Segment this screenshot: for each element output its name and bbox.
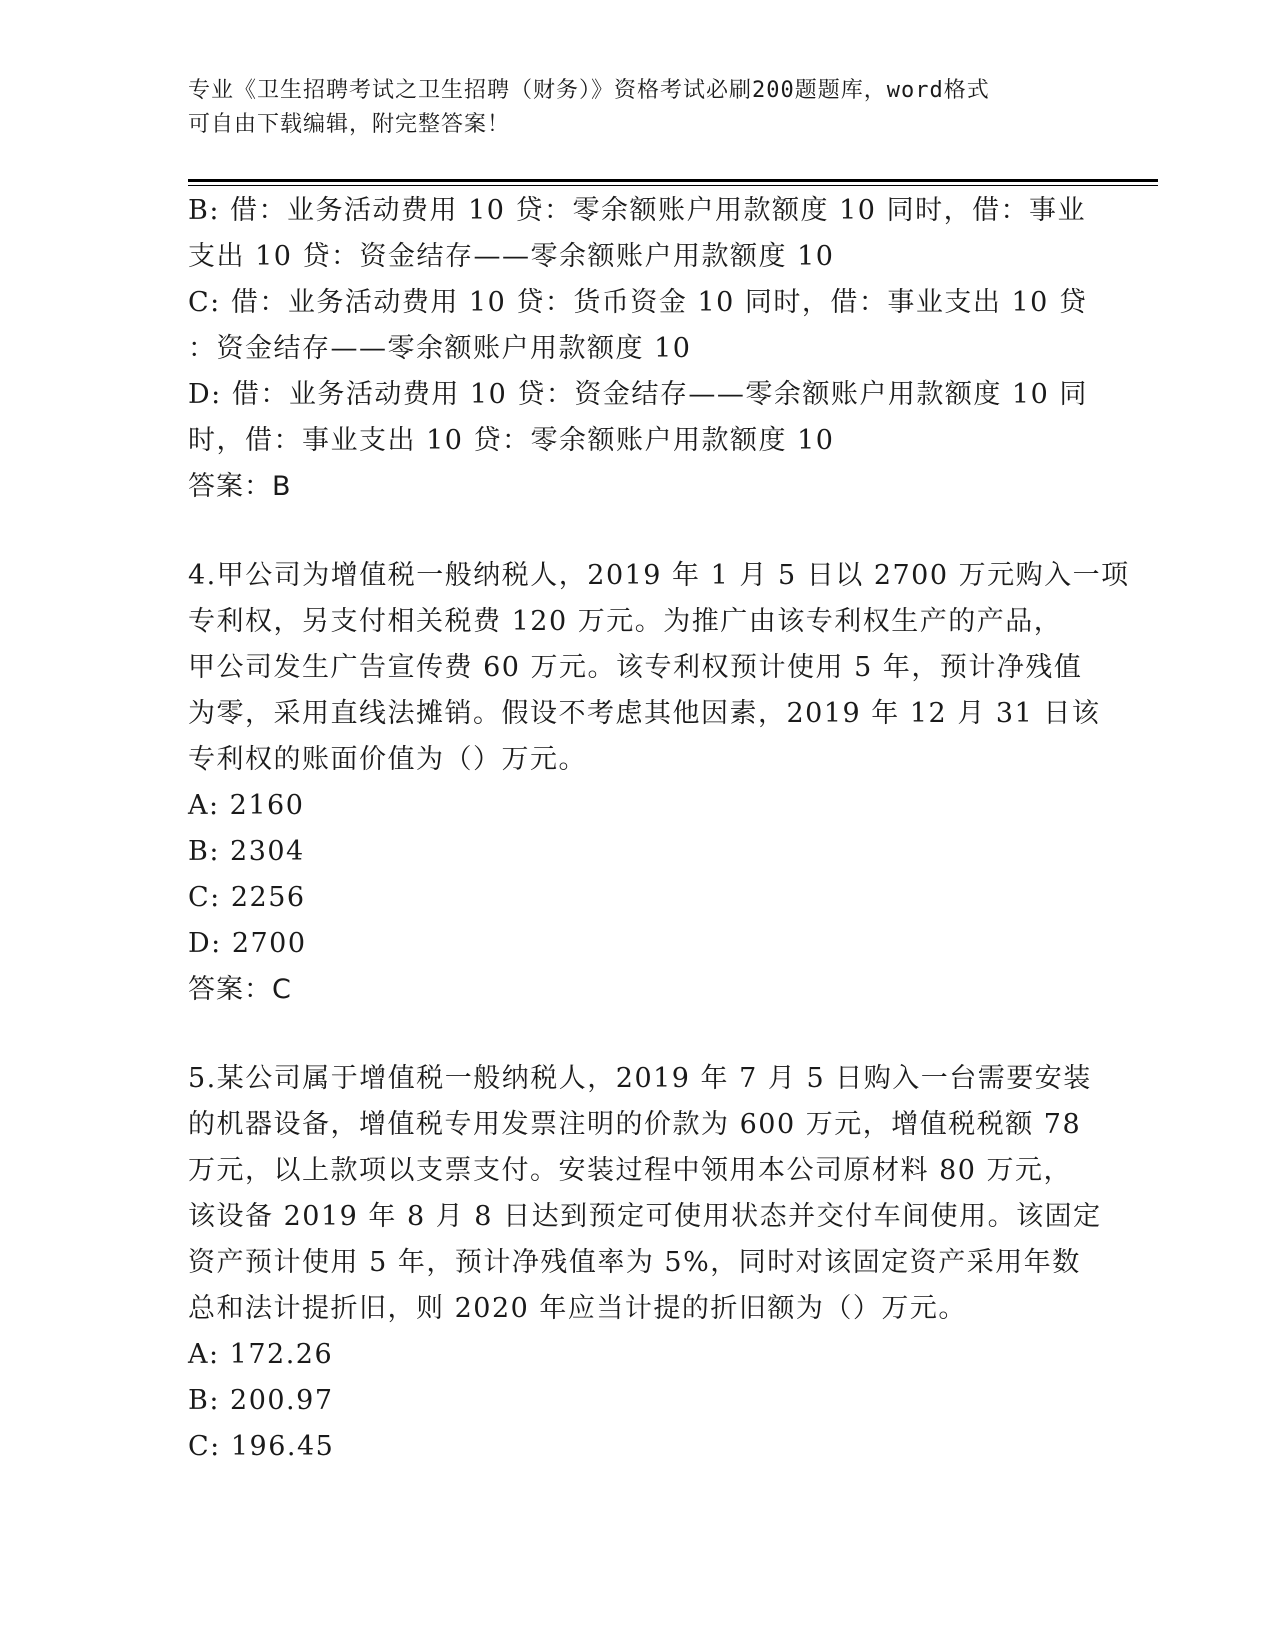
- question-text-line: 万元，以上款项以支票支付。安装过程中领用本公司原材料 80 万元，: [188, 1155, 1073, 1186]
- option-c: C: 2256: [188, 882, 306, 913]
- question-3-continued: [188, 188, 1088, 510]
- option-b: B: 2304: [188, 836, 305, 867]
- question-text-line: 总和法计提折旧，则 2020 年应当计提的折旧额为（）万元。: [188, 1293, 967, 1324]
- question-text-line: 4.甲公司为增值税一般纳税人，2019 年 1 月 5 日以 2700 万元购入一项: [188, 560, 1130, 591]
- question-text-line: 专利权，另支付相关税费 120 万元。为推广由该专利权生产的产品，: [188, 606, 1063, 637]
- option-b: B: 200.97: [188, 1385, 334, 1416]
- option-d: D: 2700: [188, 928, 307, 959]
- option-line: D: 借：业务活动费用 10 贷：资金结存——零余额账户用款额度 10 同: [188, 379, 1088, 410]
- answer: 答案：B: [188, 471, 292, 502]
- question-text-line: 为零，采用直线法摊销。假设不考虑其他因素，2019 年 12 月 31 日该: [188, 698, 1101, 729]
- option-a: A: 172.26: [188, 1339, 334, 1370]
- question-4: [188, 553, 1130, 1013]
- option-line: ：资金结存——零余额账户用款额度 10: [188, 333, 692, 364]
- question-5: [188, 1056, 1102, 1470]
- question-text-line: 的机器设备，增值税专用发票注明的价款为 600 万元，增值税税额 78: [188, 1109, 1082, 1140]
- header-line-2: 可自由下载编辑，附完整答案！: [188, 112, 511, 137]
- option-line: B: 借：业务活动费用 10 贷：零余额账户用款额度 10 同时，借：事业: [188, 195, 1087, 226]
- question-text-line: 5.某公司属于增值税一般纳税人，2019 年 7 月 5 日购入一台需要安装: [188, 1063, 1092, 1094]
- option-a: A: 2160: [188, 790, 305, 821]
- answer: 答案：C: [188, 974, 292, 1005]
- header-divider-thin: [188, 185, 1158, 186]
- question-text-line: 甲公司发生广告宣传费 60 万元。该专利权预计使用 5 年，预计净残值: [188, 652, 1083, 683]
- question-text-line: 该设备 2019 年 8 月 8 日达到预定可使用状态并交付车间使用。该固定: [188, 1201, 1102, 1232]
- option-line: 时，借：事业支出 10 贷：零余额账户用款额度 10: [188, 425, 835, 456]
- option-line: C: 借：业务活动费用 10 贷：货币资金 10 同时，借：事业支出 10 贷: [188, 287, 1088, 318]
- header-line-1: 专业《卫生招聘考试之卫生招聘（财务）》资格考试必刷200题题库，word格式: [188, 78, 990, 103]
- option-c: C: 196.45: [188, 1431, 335, 1462]
- document-body: [188, 188, 1130, 1470]
- document-header: [188, 74, 1068, 142]
- option-line: 支出 10 贷：资金结存——零余额账户用款额度 10: [188, 241, 835, 272]
- question-text-line: 资产预计使用 5 年，预计净残值率为 5%，同时对该固定资产采用年数: [188, 1247, 1081, 1278]
- header-divider-thick: [188, 179, 1158, 182]
- question-text-line: 专利权的账面价值为（）万元。: [188, 744, 587, 775]
